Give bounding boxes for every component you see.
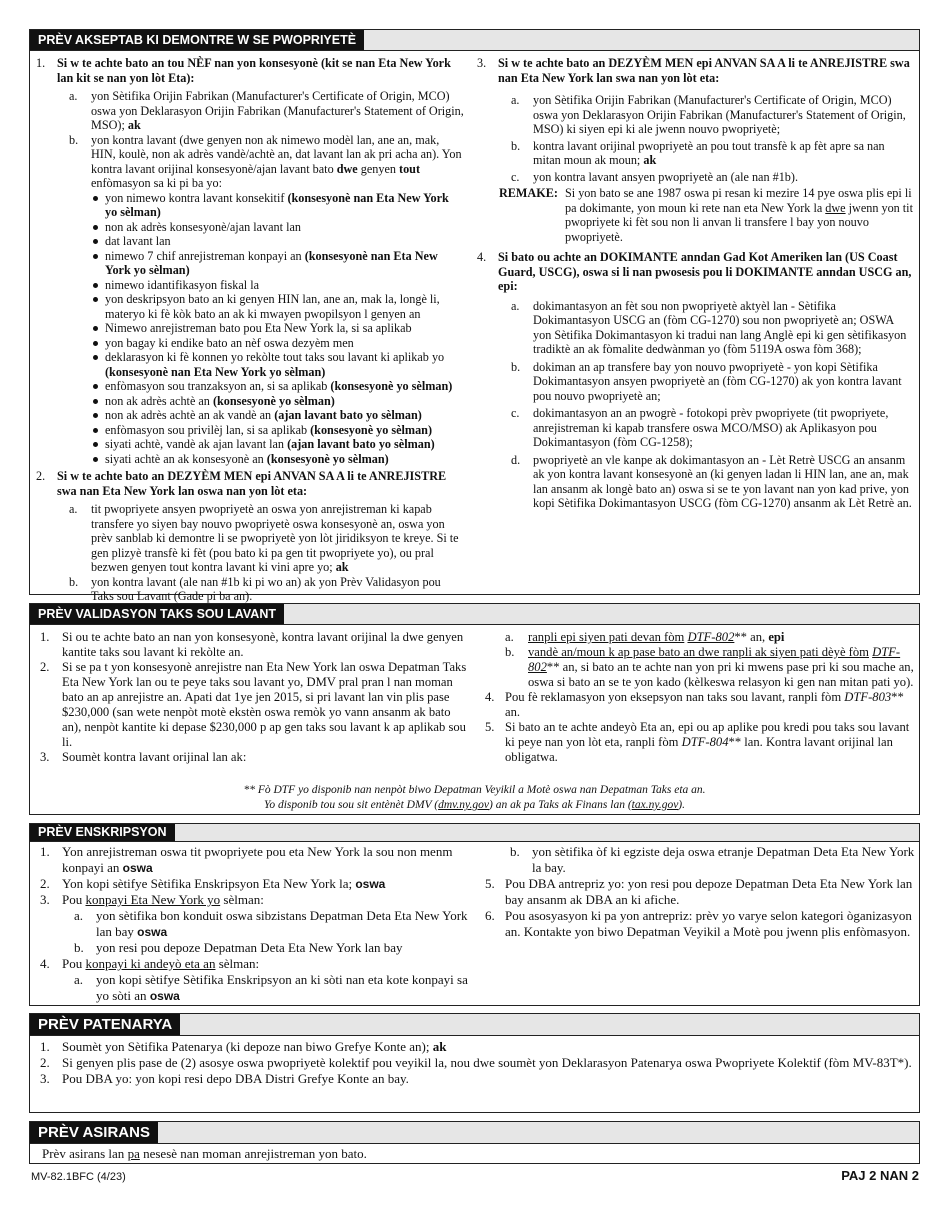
item-label: a.	[505, 630, 514, 644]
section-header: PRÈV AKSEPTAB KI DEMONTRE W SE PWOPRIYETÈ	[30, 30, 364, 50]
item-number: 3.	[477, 56, 487, 70]
item-text: Pou DBA yo: yon kopi resi depo DBA Distri Grefye Konte an bay.	[62, 1071, 409, 1086]
item-text: Si se pa t yon konsesyonè anrejistre nan Eta New York lan oswa Depatman Taks Eta New York lan ou te peye taks sou lavant yo, DMV pral pran l nan moman bato an ap anrejistre an. Apati dat 1ye jen 2015, si pri lavant lan vin plis pase $230,000 (san wete nenpòt motè ekstèn oswa remòk yo vann ansanm ak bato an), nenpòt kantite ki depase $230,000 p ap gen taks sou lavant k ap aplikab sou li.	[62, 660, 467, 749]
bullet-item: non ak adrès konsesyonè/ajan lavant lan	[91, 220, 464, 235]
item-label: b.	[505, 645, 515, 659]
bullet-item: yon nimewo kontra lavant konsekitif (konsesyonè nan Eta New York yo sèlman)	[91, 191, 464, 220]
list-item	[477, 93, 913, 137]
item-label: b.	[510, 844, 520, 859]
item-number: 3.	[40, 892, 50, 907]
item-label: c.	[511, 169, 520, 184]
list-item	[477, 170, 913, 185]
item-title: Si w te achte bato an DEZYÈM MEN epi ANVAN SA A li te ANREJISTRE swa nan Eta New York lan oswa nan yon lòt eta:	[57, 469, 447, 498]
item-number: 2.	[40, 876, 50, 891]
item-text: Soumèt yon Sètifika Patenarya (ki depoze nan biwo Grefye Konte an); ak	[62, 1039, 447, 1054]
proof-ownership-section	[29, 29, 920, 603]
list-item	[511, 299, 913, 357]
sub-list	[477, 299, 913, 511]
bullet-item: enfòmasyon sou tranzaksyon an, si sa aplikab (konsesyonè yo sèlman)	[91, 379, 464, 394]
item-text: Pou konpayi ki andeyò eta an sèlman:	[62, 956, 260, 971]
list-item	[477, 250, 913, 294]
item-label: a.	[511, 93, 520, 107]
list-item	[36, 575, 464, 604]
section-header: PRÈV VALIDASYON TAKS SOU LAVANT	[30, 604, 284, 624]
item-text: Si bato an te achte andeyò Eta an, epi ou ap aplike pou kredi pou taks sou lavant ki peye nan yon lòt eta, ranpli fòm DTF-804** lan. Kontra lavant orijinal lan obligatwa.	[505, 720, 910, 764]
item-text: Si genyen plis pase de (2) asosye oswa pwopriyetè kolektif pou veyikil la, nou dwe soumèt yon Deklarasyon Patenarya oswa Pwopriyete Kolektif (fòm MV-83T*).	[62, 1055, 912, 1070]
item-text: Yon anrejistreman oswa tit pwopriyete pou eta New York la sou non menm konpayi an oswa	[62, 844, 453, 875]
list-item	[40, 876, 472, 892]
section-header-bar	[30, 1122, 919, 1144]
item-title: Si w te achte bato an tou NÈF nan yon konsesyonè (kit se nan Eta New York lan kit se nan yon lòt Eta):	[57, 56, 451, 85]
item-number: 2.	[40, 1055, 50, 1070]
item-text: Si ou te achte bato an nan yon konsesyonè, kontra lavant orijinal la dwe genyen kantite taks sou lavant ki rekòlte an.	[62, 630, 464, 659]
item-text: yon sètifika bon konduit oswa sibzistans Depatman Deta Eta New York lan bay oswa	[96, 908, 468, 939]
remark-text: Si yon bato se ane 1987 oswa pi resan ki mezire 14 pye oswa plis epi li pa dokimante, yon moun ki rete nan eta New York la dwe jwenn yon tit pwopriyete ki fèt sou non li anvan li transfere l bay yon nouvo pwopriyetè.	[565, 186, 913, 244]
bullet-item: enfòmasyon sou privilèj lan, si sa aplikab (konsesyonè yo sèlman)	[91, 423, 464, 438]
insurance-section	[29, 1121, 920, 1164]
item-number: 1.	[40, 630, 50, 644]
bullet-item: non ak adrès achtè an (konsesyonè yo sèlman)	[91, 394, 464, 409]
item-number: 1.	[36, 56, 46, 70]
item-label: a.	[74, 972, 84, 987]
list-item	[36, 502, 464, 575]
partnership-list	[40, 1039, 912, 1087]
item-text: Soumèt kontra lavant orijinal lan ak:	[62, 750, 247, 764]
dmv-link[interactable]: dmv.ny.gov	[438, 799, 489, 811]
list-item	[477, 56, 913, 85]
item-title: Si bato ou achte an DOKIMANTE anndan Gad Kot Ameriken lan (US Coast Guard, USCG), oswa si li nan pwosesis pou li DOKIMANTE anndan USCG an, epi:	[498, 250, 912, 293]
left-column	[36, 56, 464, 604]
page-number: PAJ 2 NAN 2	[841, 1168, 919, 1183]
list-item	[485, 630, 917, 645]
list-item	[40, 660, 472, 750]
right-column	[485, 844, 917, 940]
item-title: Si w te achte bato an DEZYÈM MEN epi ANVAN SA A li te ANREJISTRE swa nan Eta New York lan swa nan yon lòt eta:	[498, 56, 910, 85]
tax-link[interactable]: tax.ny.gov	[631, 799, 679, 811]
item-number: 1.	[40, 1039, 50, 1054]
bullet-item: Nimewo anrejistreman bato pou Eta New York la, si sa aplikab	[91, 321, 464, 336]
insurance-text: Prèv asirans lan pa nesesè nan moman anrejistreman yon bato.	[42, 1146, 367, 1161]
item-text: dokimantasyon an an pwogrè - fotokopi prèv pwopriyete (tit pwopriyete, anrejistreman ki kapab transfere oswa MCO/MSO) ak Aplikasyon pou Dokimantasyon (fòm CG-1258);	[533, 406, 889, 449]
list-item	[40, 956, 472, 972]
list-item	[477, 139, 913, 168]
bullet-list	[36, 191, 464, 467]
item-text: yon resi pou depoze Depatman Deta Eta New York lan bay	[96, 940, 403, 955]
list-item	[485, 908, 917, 940]
list-item	[485, 690, 917, 720]
item-label: a.	[69, 89, 78, 103]
form-id: MV-82.1BFC (4/23)	[31, 1171, 126, 1183]
bullet-item: yon bagay ki endike bato an nèf oswa dezyèm men	[91, 336, 464, 351]
item-number: 2.	[36, 469, 46, 483]
item-label: b.	[511, 138, 521, 153]
item-label: a.	[69, 502, 78, 516]
item-text: kontra lavant orijinal pwopriyetè an pou tout transfè k ap fèt apre sa nan mitan moun ak moun; ak	[533, 138, 885, 167]
list-item	[40, 630, 472, 660]
bullet-item: deklarasyon ki fè konnen yo rekòlte tout taks sou lavant ki aplikab yo (konsesyonè nan Eta New York yo sèlman)	[91, 350, 464, 379]
bullet-item: non ak adrès achtè an ak vandè an (ajan lavant bato yo sèlman)	[91, 408, 464, 423]
section-header-bar	[30, 824, 919, 842]
item-label: c.	[511, 406, 520, 420]
item-label: b.	[511, 359, 521, 374]
list-item	[40, 1039, 912, 1055]
item-text: Pou fè reklamasyon yon eksepsyon nan taks sou lavant, ranpli fòm DTF-803** an.	[505, 690, 904, 719]
bullet-item: nimewo 7 chif anrejistreman konpayi an (konsesyonè nan Eta New York yo sèlman)	[91, 249, 464, 278]
list-item	[511, 360, 913, 404]
list-item	[36, 133, 464, 191]
list-item	[36, 89, 464, 133]
item-text: Yon kopi sètifye Sètifika Enskripsyon Eta New York la; oswa	[62, 876, 386, 891]
list-item	[485, 645, 917, 690]
item-text: Pou DBA antrepriz yo: yon resi pou depoze Depatman Deta Eta New York lan bay ansanm ak DBA an ki afiche.	[505, 876, 913, 907]
list-item	[40, 940, 472, 956]
item-text: yon kontra lavant (ale nan #1b ki pi wo an) ak yon Prèv Validasyon pou Taks sou Lavant (Gade pi ba an).	[91, 574, 441, 603]
footnote-line: Yo disponib tou sou sit entènèt DMV (dmv.ny.gov) an ak pa Taks ak Finans lan (tax.ny.gov).	[263, 799, 686, 811]
remark-label: REMAKE:	[499, 186, 558, 200]
sales-tax-section	[29, 603, 920, 815]
section-header-bar	[30, 1014, 919, 1036]
item-text: tit pwopriyete ansyen pwopriyetè an oswa yon anrejistreman ki kapab transfere yo siyen bay nouvo pwopriyetè oswa konsesyonè an, oswa yon prèv sanblab ki demontre li se pwopriyetè yon lòt jiridiksyon te kreye. Si te gen plizyè transfè ki fèt (pou bato ki pa gen tit pwopriyete yo), ou pral bezwen genyen tout kontra lavant ki vini apre yo; ak	[91, 502, 459, 574]
list-item	[40, 1071, 912, 1087]
remark	[477, 186, 913, 244]
item-text: yon kopi sètifye Sètifika Enskripsyon an ki sòti nan eta kote konpayi sa yo sòti an oswa	[96, 972, 468, 1003]
registration-section	[29, 823, 920, 1006]
item-number: 4.	[477, 250, 487, 264]
list-item	[485, 844, 917, 876]
item-text: dokiman an ap transfere bay yon nouvo pwopriyetè - yon kopi Sètifika Dokimantasyon ansyen pwopriyetè an (fòm CG-1270) ak yon kontra lavant pou nouvo pwopriyetè an;	[533, 359, 902, 403]
list-item	[36, 56, 464, 85]
bullet-item: siyati achtè, vandè ak ajan lavant lan (ajan lavant bato yo sèlman)	[91, 437, 464, 452]
list-item	[40, 892, 472, 908]
left-column	[40, 844, 472, 1004]
item-number: 6.	[485, 908, 495, 923]
item-number: 4.	[40, 956, 50, 971]
item-text: ranpli epi siyen pati devan fòm DTF-802** an, epi	[528, 630, 785, 644]
footnote-line: ** Fò DTF yo disponib nan nenpòt biwo Depatman Veyikil a Motè oswa nan Depatman Taks eta an.	[243, 784, 706, 796]
item-text: yon kontra lavant ansyen pwopriyetè an (ale nan #1b).	[533, 169, 798, 184]
item-text: yon sètifika òf ki egziste deja oswa etranje Depatman Deta Eta New York la bay.	[532, 844, 915, 875]
section-header: PRÈV ENSKRIPSYON	[30, 824, 175, 841]
list-item	[40, 844, 472, 876]
item-number: 1.	[40, 844, 50, 859]
footnote	[30, 783, 919, 813]
item-label: b.	[74, 940, 84, 955]
item-text: yon kontra lavant (dwe genyen non ak nimewo modèl lan, ane an, mak, HIN, koulè, non ak adrès vandè/achtè an, dat lavant lan ak pri acha an). Yon kontra lavant orijinal konsesyonè/ajan lavant bato dwe genyen tout enfòmasyon sa ki pi ba yo:	[91, 132, 462, 190]
bullet-item: dat lavant lan	[91, 234, 464, 249]
bullet-item: yon deskripsyon bato an ki genyen HIN lan, ane an, mak la, longè li, materyo ki fè kòk bato an ak ki mwayen pwopilsyon l genyen an	[91, 292, 464, 321]
item-number: 2.	[40, 660, 50, 674]
list-item	[36, 469, 464, 498]
left-column	[40, 630, 472, 765]
item-label: a.	[511, 298, 520, 313]
item-text: vandè an/moun k ap pase bato an dwe ranpli ak siyen pati dèyè fòm DTF-802** an, si bato an te achte nan yon pri ki mwens pase pri ki sou mache an, oswa si bato an se te yon kado (kèlkeswa relasyon ki gen nan mitan pati yo).	[528, 645, 914, 689]
item-text: yon Sètifika Orijin Fabrikan (Manufacturer's Certificate of Origin, MCO) oswa yon Deklarasyon Orijin Fabrikan (Manufacturer's Statement of Origin, MSO); ak	[91, 89, 464, 132]
list-item	[40, 972, 472, 1004]
list-item	[40, 908, 472, 940]
item-number: 4.	[485, 690, 495, 704]
list-item	[40, 1055, 912, 1071]
item-text: pwopriyetè an vle kanpe ak dokimantasyon an - Lèt Retrè USCG an ansanm ak yon kontra lavant konsesyonè an (ki genyen ladan li HIN lan, ane an, mak lan ansanm ak longè bato an) oswa si se te yon lavant nan yon kad prive, yon kopi Sètifika Dokimantasyon USCG (fòm CG-1270) ansanm ak Lèt Retrè an.	[533, 452, 912, 510]
bullet-item: nimewo idantifikasyon fiskal la	[91, 278, 464, 293]
item-label: b.	[69, 132, 79, 147]
section-header: PRÈV ASIRANS	[30, 1122, 158, 1143]
list-item	[511, 406, 913, 450]
item-text: Pou konpayi Eta New York yo sèlman:	[62, 892, 264, 907]
list-item	[40, 750, 472, 765]
item-text: Pou asosyasyon ki pa yon antrepriz: prèv yo varye selon kategori òganizasyon an. Kontakte yon biwo Depatman Veyikil a Motè pou jwenn plis enfòmasyon.	[505, 908, 912, 939]
item-number: 5.	[485, 720, 495, 734]
partnership-section	[29, 1013, 920, 1113]
section-header-bar	[30, 604, 919, 625]
list-item	[485, 876, 917, 908]
section-header: PRÈV PATENARYA	[30, 1014, 180, 1035]
item-number: 3.	[40, 750, 50, 764]
item-text: dokimantasyon an fèt sou non pwopriyetè aktyèl lan - Sètifika Dokimantasyon USCG an (fòm CG-1270) sou non pwopriyetè an; OSWA yon Sètifika Dokimantasyon ki tradui nan lang Anglè epi ki gen sètifikasyon tradiktè an ak fòmalite dedwànman yo (fòm 5119A oswa fòm 368);	[533, 298, 907, 356]
item-text: yon Sètifika Orijin Fabrikan (Manufacturer's Certificate of Origin, MCO) oswa yon Deklarasyon Orijin Fabrikan (Manufacturer's Statement of Origin, MSO) ki siyen epi ki ale jwenn nouvo pwopriyetè;	[533, 93, 906, 136]
item-label: a.	[74, 908, 84, 923]
right-column	[477, 56, 913, 511]
right-column	[485, 630, 917, 765]
list-item	[511, 453, 913, 511]
item-label: d.	[511, 452, 521, 467]
bullet-item: siyati achtè an ak konsesyonè an (konsesyonè yo sèlman)	[91, 452, 464, 467]
section-header-bar	[30, 30, 919, 51]
list-item	[485, 720, 917, 765]
item-label: b.	[69, 574, 79, 589]
item-number: 3.	[40, 1071, 50, 1086]
item-number: 5.	[485, 876, 495, 891]
